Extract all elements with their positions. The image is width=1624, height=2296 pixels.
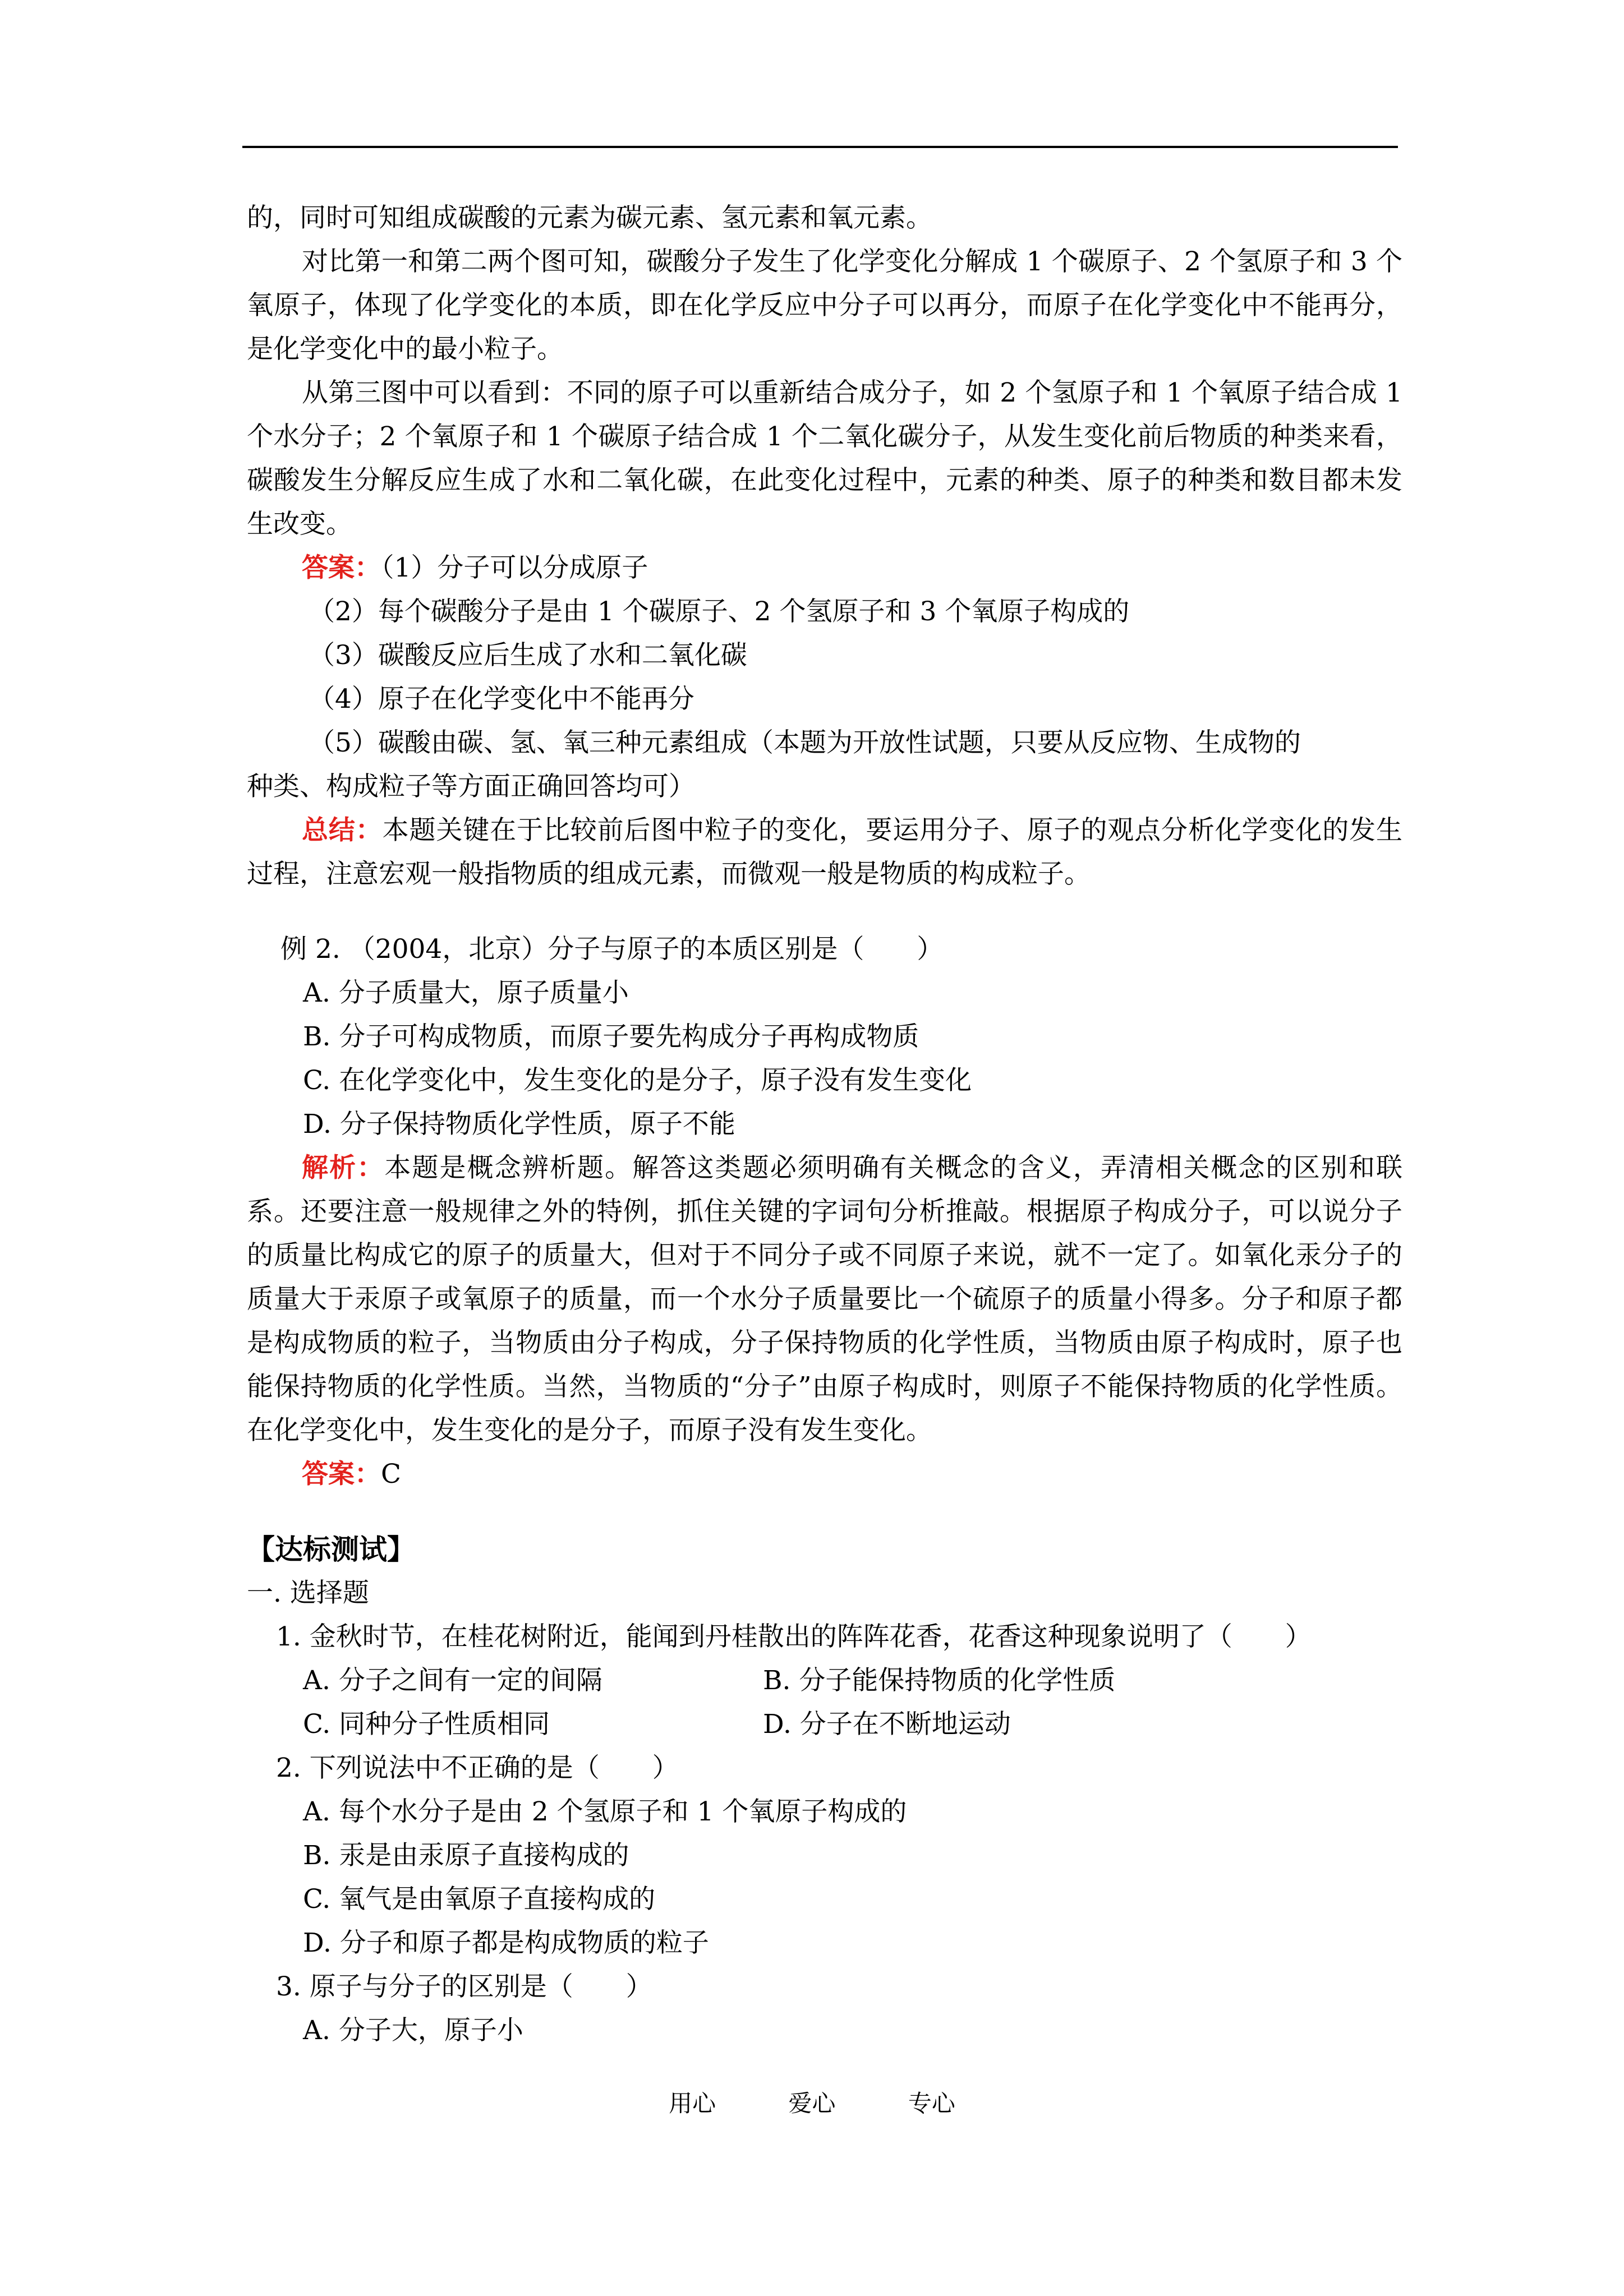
header-rule xyxy=(242,146,1398,148)
example-2-option-d: D. 分子保持物质化学性质，原子不能 xyxy=(303,1109,735,1140)
summary xyxy=(247,809,1402,896)
footer-text-2: 爱心 xyxy=(788,2090,836,2117)
example-2-option-a: A. 分子质量大，原子质量小 xyxy=(303,978,629,1008)
paragraph-1: 的，同时可知组成碳酸的元素为碳元素、氢元素和氧元素。 xyxy=(247,202,932,233)
question-2-option-d: D. 分子和原子都是构成物质的粒子 xyxy=(303,1928,709,1958)
question-1-option-d: D. 分子在不断地运动 xyxy=(763,1709,1011,1740)
spacer xyxy=(247,1496,1402,1528)
answer-label: 答案： xyxy=(302,1459,381,1490)
example-2-stem: 例 2. （2004，北京）分子与原子的本质区别是（ ） xyxy=(280,934,944,965)
spacer xyxy=(247,896,1402,928)
answer-value: C xyxy=(381,1459,401,1490)
footer-text-1: 用心 xyxy=(669,2090,716,2117)
example-2-option-b: B. 分子可构成物质，而原子要先构成分子再构成物质 xyxy=(303,1021,919,1052)
footer-text-3: 专心 xyxy=(908,2090,955,2117)
answer-item-5-cont: 种类、构成粒子等方面正确回答均可） xyxy=(247,771,695,802)
question-1-option-c: C. 同种分子性质相同 xyxy=(303,1709,550,1740)
question-1-options-row-2 xyxy=(247,1703,1402,1746)
answer-item-5: （5）碳酸由碳、氢、氧三种元素组成（本题为开放性试题，只要从反应物、生成物的 xyxy=(309,727,1301,758)
analysis-text: 本题是概念辨析题。解答这类题必须明确有关概念的含义，弄清相关概念的区别和联系。还要注意一般规律之外的特例，抓住关键的字词句分析推敲。根据原子构成分子，可以说分子的质量比构成它的原子的质量大，但对于不同分子或不同原子来说，就不一定了。如氧化汞分子的质量大于汞原子或氧原子的质量，而一个水分子质量要比一个硫原子的质量小得多。分子和原子都是构成物质的粒子，当物质由分子构成，分子保持物质的化学性质，当物质由原子构成时，原子也能保持物质的化学性质。当然，当物质的“分子”由原子构成时，则原子不能保持物质的化学性质。在化学变化中，发生变化的是分子，而原子没有发生变化。 xyxy=(247,1152,1403,1446)
answer-1-line-1 xyxy=(247,546,1402,590)
page-footer xyxy=(0,2085,1624,2119)
summary-text: 本题关键在于比较前后图中粒子的变化，要运用分子、原子的观点分析化学变化的发生过程，注意宏观一般指物质的组成元素，而微观一般是物质的构成粒子。 xyxy=(247,815,1402,889)
analysis-label: 解析： xyxy=(302,1152,385,1183)
question-2-stem: 2. 下列说法中不正确的是（ ） xyxy=(276,1753,679,1783)
answer-item-3: （3）碳酸反应后生成了水和二氧化碳 xyxy=(309,640,747,671)
question-3-option-a: A. 分子大，原子小 xyxy=(303,2015,523,2046)
example-2-answer xyxy=(247,1453,1402,1496)
answer-item-4: （4）原子在化学变化中不能再分 xyxy=(309,684,694,714)
question-3-stem: 3. 原子与分子的区别是（ ） xyxy=(276,1971,652,2002)
question-2-option-b: B. 汞是由汞原子直接构成的 xyxy=(303,1840,629,1871)
question-1-option-a: A. 分子之间有一定的间隔 xyxy=(303,1665,602,1696)
question-2-option-c: C. 氧气是由氧原子直接构成的 xyxy=(303,1884,656,1915)
document-body xyxy=(247,196,1402,2053)
summary-label: 总结： xyxy=(302,815,383,846)
question-1-options-row-1 xyxy=(247,1659,1402,1703)
question-2-option-a: A. 每个水分子是由 2 个氢原子和 1 个氧原子构成的 xyxy=(303,1796,907,1827)
example-2-option-c: C. 在化学变化中，发生变化的是分子，原子没有发生变化 xyxy=(303,1065,972,1096)
paragraph-2: 对比第一和第二两个图可知，碳酸分子发生了化学变化分解成 1 个碳原子、2 个氢原子和 3 个氧原子，体现了化学变化的本质，即在化学反应中分子可以再分，而原子在化学变化中不能再分，是化学变化中的最小粒子。 xyxy=(247,246,1402,365)
test-title: 【达标测试】 xyxy=(247,1533,415,1566)
test-section: 一. 选择题 xyxy=(247,1578,369,1608)
paragraph-3: 从第三图中可以看到：不同的原子可以重新结合成分子，如 2 个氢原子和 1 个氧原子结合成 1 个水分子；2 个氧原子和 1 个碳原子结合成 1 个二氧化碳分子，从发生变化前后物质的种类来看，碳酸发生分解反应生成了水和二氧化碳，在此变化过程中，元素的种类、原子的种类和数目都未发生改变。 xyxy=(247,377,1402,540)
example-2-analysis xyxy=(247,1146,1402,1453)
question-1-option-b: B. 分子能保持物质的化学性质 xyxy=(763,1665,1116,1696)
question-1-stem: 1. 金秋时节，在桂花树附近，能闻到丹桂散出的阵阵花香，花香这种现象说明了（ ） xyxy=(276,1621,1312,1652)
answer-label: 答案： xyxy=(302,552,381,583)
answer-item-2: （2）每个碳酸分子是由 1 个碳原子、2 个氢原子和 3 个氧原子构成的 xyxy=(309,596,1130,627)
answer-item-1: （1）分子可以分成原子 xyxy=(381,552,648,583)
